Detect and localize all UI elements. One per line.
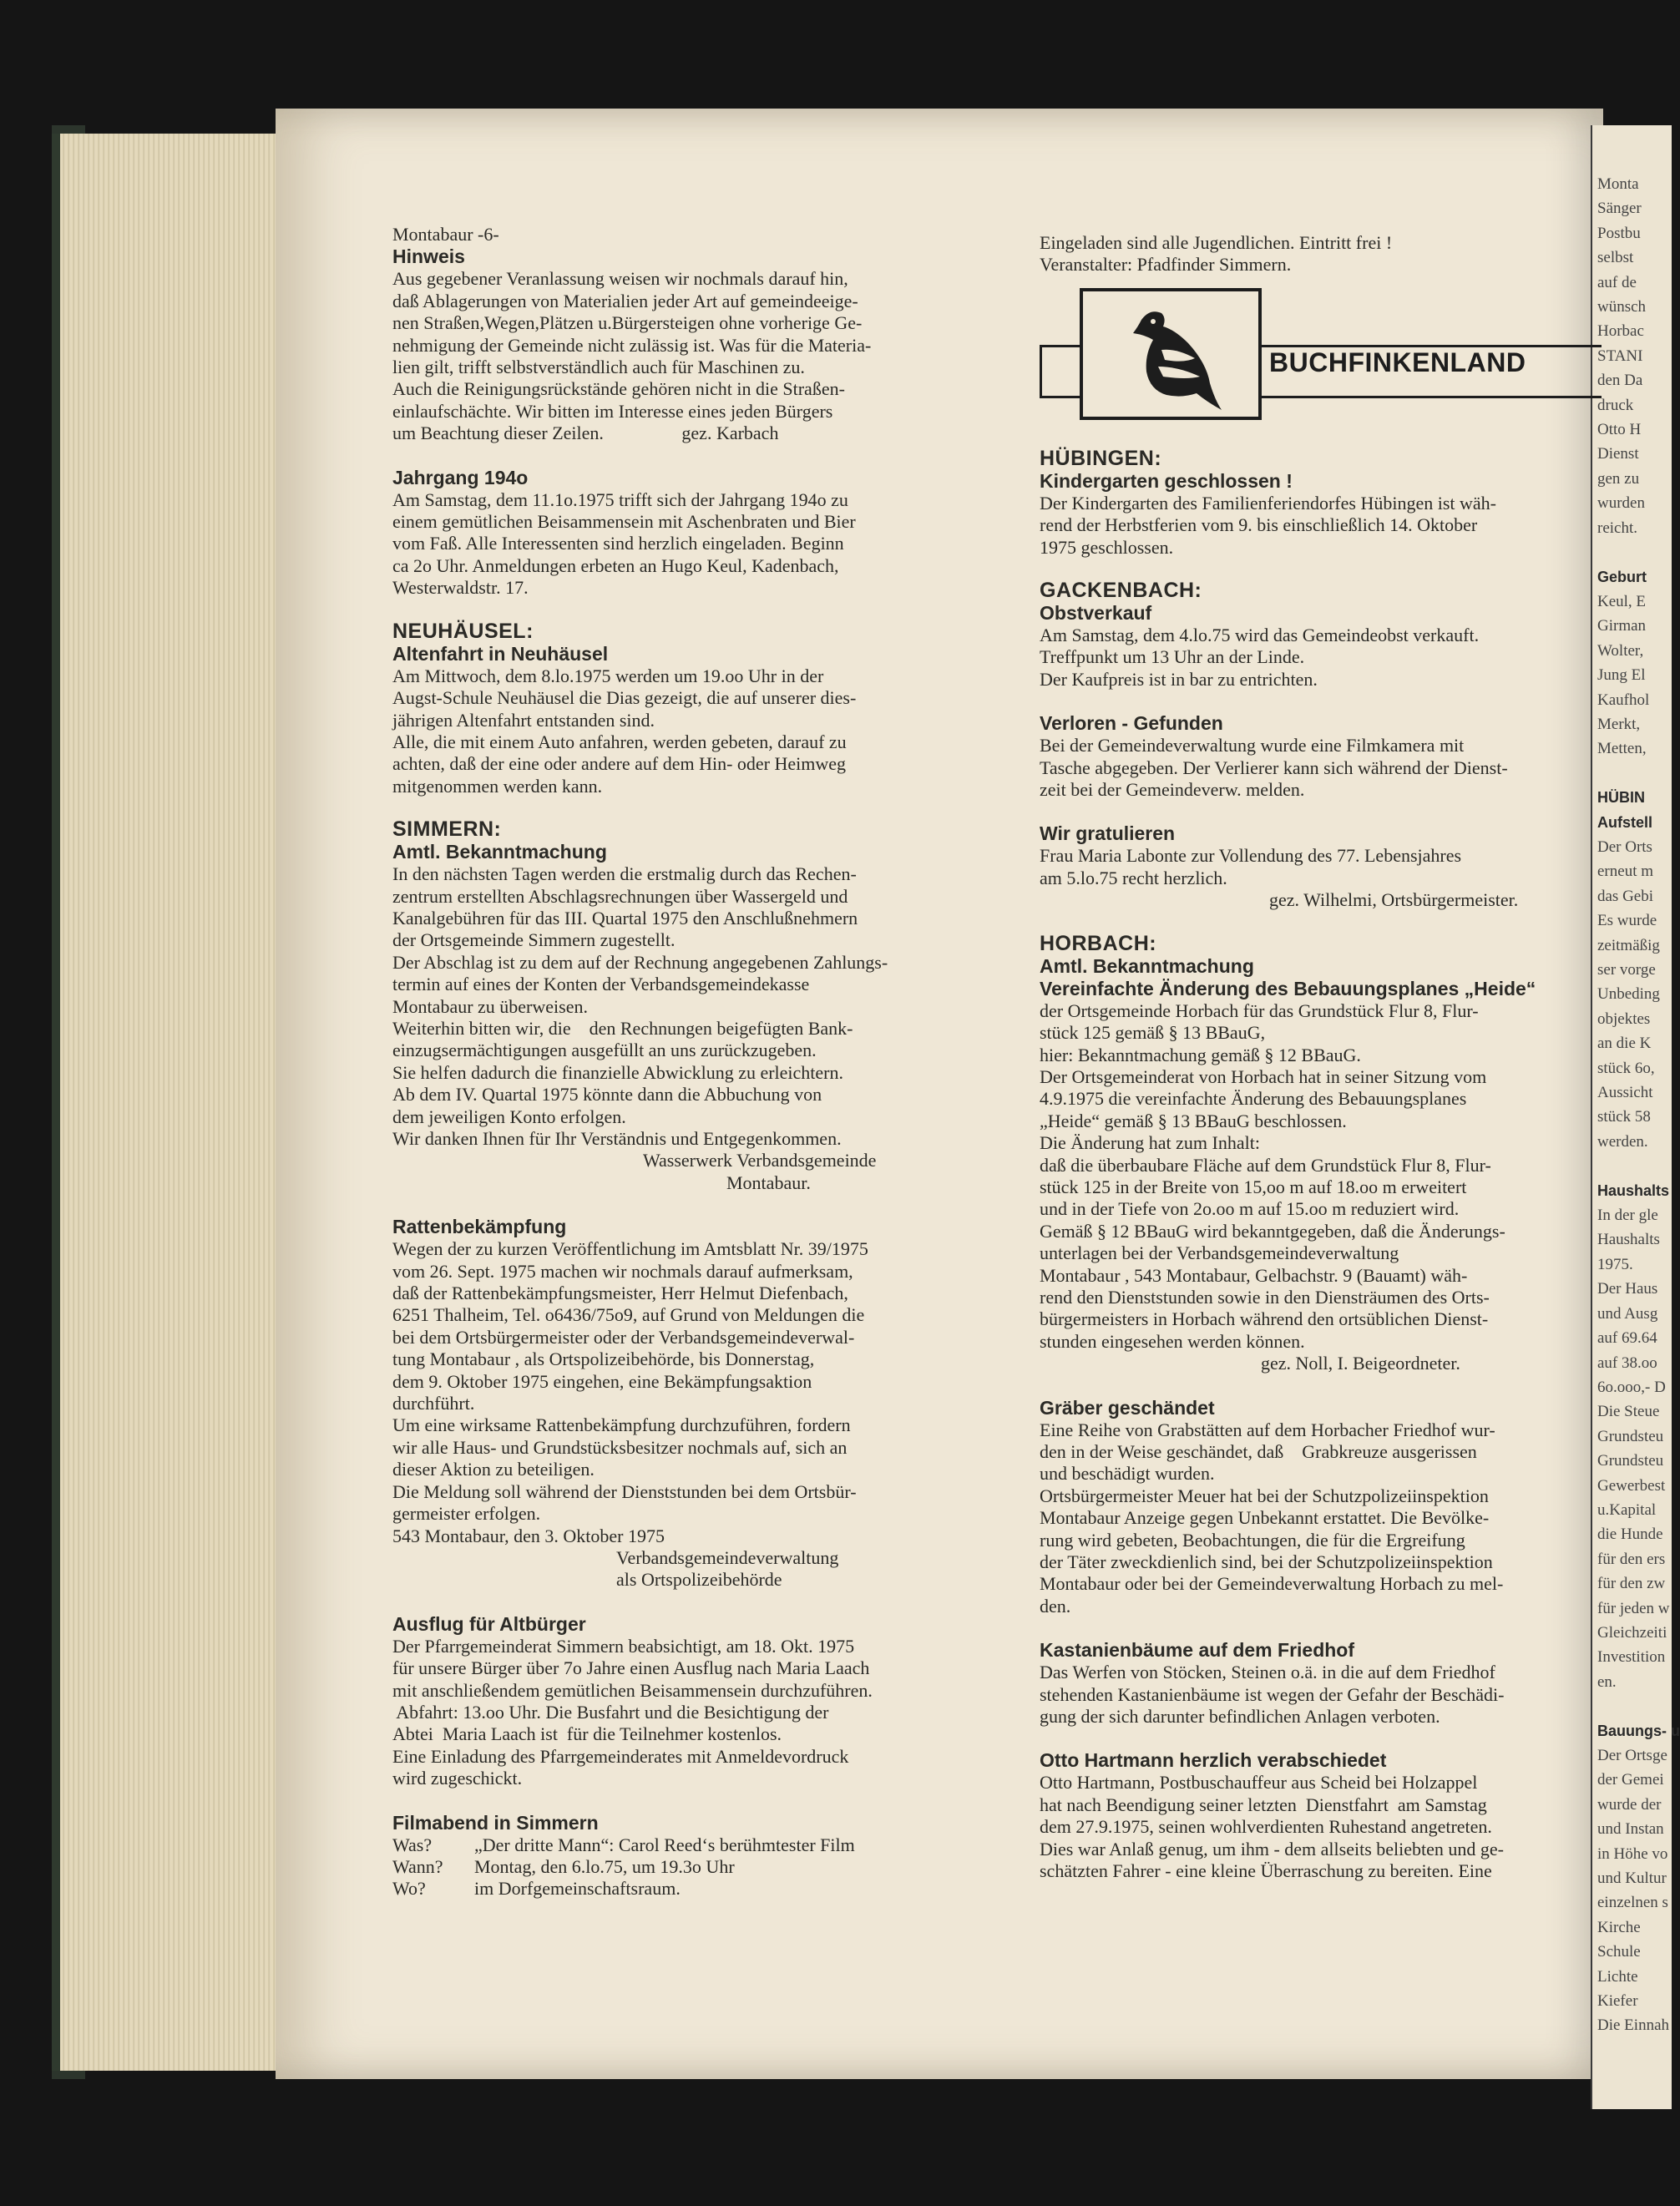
article-verloren [1040,712,1607,801]
text-line: Montabaur oder bei der Gemeindeverwaltung Horbach zu mel- [1040,1573,1504,1595]
fragment-line: Aufstell [1597,813,1653,831]
text-line: Kanalgebühren für das III. Quartal 1975 den Anschlußnehmern [392,907,858,928]
fragment-line: Merkt, [1597,715,1641,733]
text-line: mit anschließendem gemütlichen Beisammensein durchzuführen. [392,1679,873,1701]
article-title: Amtl. Bekanntmachung [1040,954,1254,977]
fragment-line: auf 69.64 [1597,1329,1657,1348]
fragment-line: für jeden w [1597,1599,1670,1617]
article-body [392,665,1010,797]
fragment-line: Aussicht [1597,1084,1653,1102]
article-title: Wir gratulieren [1040,822,1176,845]
fragment-line: Grundsteu [1597,1427,1664,1445]
film-row-wo [392,1878,1010,1900]
fragment-line: objektes [1597,1009,1651,1028]
text-line: Montabaur , 543 Montabaur, Gelbachstr. 9 (Bauamt) wäh- [1040,1264,1468,1286]
fragment-line: Bauungs- u [1597,1722,1680,1739]
text-line: dieser Aktion zu beteiligen. [392,1459,595,1480]
text-line: und in der Tiefe von 2o.oo m auf 15.oo m reduziert wird. [1040,1198,1460,1220]
text-line: achten, daß der eine oder andere auf dem Hin- oder Heimweg [392,753,847,775]
place-heading: HORBACH: [1040,931,1157,955]
text-line: stück 125 in der Breite von 15,oo m auf 18.oo m erweitert [1040,1176,1467,1197]
text-line: Montabaur zu überweisen. [392,995,588,1017]
article-title: Filmabend in Simmern [392,1811,599,1834]
article-neuhaeusel [392,620,1010,797]
fragment-line: Gewerbest [1597,1476,1666,1495]
fragment-line: stück 58 [1597,1108,1651,1126]
fragment-line: reicht. [1597,519,1638,537]
fragment-line: Geburt [1597,568,1647,585]
article-hartmann [1040,1749,1607,1882]
article-title: Obstverkauf [1040,602,1152,625]
text-line: lien gilt, trifft selbstverständlich auch für Maschinen zu. [392,357,805,378]
article-title: Amtl. Bekanntmachung [392,841,607,863]
article-title: Hinweis [392,245,465,268]
fragment-line: den Da [1597,372,1643,390]
article-hinweis [392,245,1010,444]
text-line: schätzten Fahrer - eine kleine Überraschung zu bereiten. Eine [1040,1860,1492,1882]
fragment-line: und Instan [1597,1820,1664,1839]
article-title: Otto Hartmann herzlich verabschiedet [1040,1749,1387,1772]
signature: gez. Noll, I. Beigeordneter. [1261,1353,1460,1374]
article-kastanien [1040,1639,1607,1728]
article-title: Jahrgang 194o [392,466,529,488]
fragment-line: an die K [1597,1035,1652,1053]
logo-text: BUCHFINKENLAND [1269,347,1526,377]
fragment-line: Die Steue [1597,1403,1660,1421]
text-line: dem 9. Oktober 1975 eingehen, eine Bekämpfungsaktion [392,1370,812,1392]
fragment-line: auf 38.oo [1597,1353,1657,1372]
fragment-line: Postbu [1597,224,1641,242]
text-line: gung der sich darunter befindlichen Anlagen verboten. [1040,1706,1440,1728]
text-line: Westerwaldstr. 17. [392,577,529,599]
text-line: stunden eingesehen werden können. [1040,1330,1305,1352]
fragment-line: Sänger [1597,200,1642,218]
row-key: Was? [392,1834,433,1855]
fragment-line: Wolter, [1597,641,1644,660]
text-line: Ab dem IV. Quartal 1975 könnte dann die Abbuchung von [392,1084,822,1106]
text-line: Der Kaufpreis ist in bar zu entrichten. [1040,668,1318,690]
bird-icon [1116,296,1225,413]
text-line: Wegen der zu kurzen Veröffentlichung im Amtsblatt Nr. 39/1975 [392,1238,868,1260]
buchfinkenland-logo [1040,288,1599,413]
fragment-line: Kirche [1597,1918,1641,1936]
text-line: daß der Rattenbekämpfungsmeister, Herr Helmut Diefenbach, [392,1283,848,1304]
text-line: nehmigung der Gemeinde nicht zulässig ist. Was für die Materia- [392,334,872,356]
row-key: Wann? [392,1855,443,1877]
text-line: Weiterhin bitten wir, die den Rechnungen beigefügten Bank- [392,1017,853,1039]
text-line: jährigen Altenfahrt entstanden sind. [392,709,655,731]
text-line: bei dem Ortsbürgermeister oder der Verbandsgemeindeverwal- [392,1326,855,1348]
text-line: Eingeladen sind alle Jugendlichen. Eintritt frei ! [1040,232,1393,253]
fragment-line: ser vorge [1597,961,1656,979]
fragment-line: Dienst [1597,445,1639,463]
fragment-line: druck [1597,396,1634,414]
article-title: Ausflug für Altbürger [392,1612,586,1635]
fragment-line: der Gemei [1597,1771,1664,1789]
text-line: Alle, die mit einem Auto anfahren, werden gebeten, darauf zu [392,731,847,752]
fragment-line: Schule [1597,1943,1641,1961]
fragment-line: Haushalts [1597,1231,1660,1249]
text-line: stehenden Kastanienbäume ist wegen der Gefahr der Beschädi- [1040,1683,1505,1705]
article-body [1040,493,1607,559]
article-title: Kindergarten geschlossen ! [1040,469,1293,492]
row-value: „Der dritte Mann“: Carol Reed‘s berühmtester Film [474,1834,855,1855]
text-line: wird zugeschickt. [392,1768,523,1789]
text-line: den. [1040,1595,1071,1617]
fragment-line: Es wurde [1597,912,1657,930]
article-body [392,1238,1010,1547]
fragment-line: zeitmäßig [1597,936,1660,954]
article-huebingen [1040,447,1607,559]
text-line: Tasche abgegeben. Der Verlierer kann sich während der Dienst- [1040,756,1508,778]
fragment-line: wünsch [1597,298,1647,316]
fragment-line: Girman [1597,617,1647,635]
signature: Verbandsgemeindeverwaltung [616,1546,839,1568]
fragment-line: das Gebi [1597,887,1654,905]
fragment-line: und Kultur [1597,1870,1667,1888]
text-line: um Beachtung dieser Zeilen. gez. Karbach [392,422,779,444]
text-line: termin auf eines der Konten der Verbandsgemeindekasse [392,974,810,995]
text-line: Veranstalter: Pfadfinder Simmern. [1040,254,1292,276]
article-body [1040,1000,1607,1353]
article-rattenbekaempfung [392,1216,1010,1591]
place-heading: NEUHÄUSEL: [392,619,534,643]
article-filmabend [392,1812,1010,1900]
fragment-line: gen zu [1597,469,1640,488]
text-line: stück 125 gemäß § 13 BBauG, [1040,1022,1266,1044]
text-line: „Heide“ gemäß § 13 BBauG beschlossen. [1040,1110,1347,1131]
text-line: Dies war Anlaß genug, um ihm - dem allseits beliebten und ge- [1040,1838,1504,1859]
text-line: Der Abschlag ist zu dem auf der Rechnung angegebenen Zahlungs- [392,951,888,973]
fragment-line: Lichte [1597,1967,1638,1986]
text-line: Abtei Maria Laach ist für die Teilnehmer kostenlos. [392,1723,782,1745]
fragment-line: HÜBIN [1597,789,1645,807]
text-line: der Ortsgemeinde Simmern zugestellt. [392,929,676,951]
text-line: Das Werfen von Stöcken, Steinen o.ä. in die auf dem Friedhof [1040,1662,1495,1683]
article-horbach [1040,932,1607,1375]
text-line: Auch die Reinigungsrückstände gehören nicht in die Straßen- [392,378,845,400]
text-line: Aus gegebener Veranlassung weisen wir nochmals darauf hin, [392,268,848,290]
text-line: Wir danken Ihnen für Ihr Verständnis und Entgegenkommen. [392,1128,842,1149]
fragment-line: für den ers [1597,1550,1666,1568]
text-line: Eine Einladung des Pfarrgemeinderates mit Anmeldevordruck [392,1745,849,1767]
fragment-line: Investition [1597,1648,1666,1667]
text-line: 6251 Thalheim, Tel. o6436/75o9, auf Grund von Meldungen die [392,1304,865,1326]
article-title: Gräber geschändet [1040,1396,1215,1419]
text-line: Am Samstag, dem 4.lo.75 wird das Gemeindeobst verkauft. [1040,625,1480,646]
text-line: dem 27.9.1975, seinen wohlverdienten Ruhestand angetreten. [1040,1816,1492,1838]
text-line: bürgermeisters in Horbach während den ortsüblichen Dienst- [1040,1308,1489,1330]
text-line: Eine Reihe von Grabstätten auf dem Horbacher Friedhof wur- [1040,1419,1495,1440]
text-line: am 5.lo.75 recht herzlich. [1040,867,1227,888]
text-line: Der Kindergarten des Familienferiendorfes Hübingen ist wäh- [1040,492,1496,514]
article-title: Altenfahrt in Neuhäusel [392,642,609,665]
text-line: Sie helfen dadurch die finanzielle Abwicklung zu erleichtern. [392,1061,844,1083]
fragment-line: en. [1597,1672,1617,1691]
signature: Montabaur. [726,1171,811,1193]
fragment-line: Die Einnah [1597,2016,1670,2035]
text-line: 4.9.1975 die vereinfachte Änderung des Bebauungsplanes [1040,1088,1467,1110]
article-body [1040,1772,1607,1882]
place-heading: SIMMERN: [392,817,502,842]
fragment-line: Metten, [1597,740,1647,758]
fragment-line: Kaufhol [1597,691,1650,709]
film-row-was [392,1834,1010,1856]
row-value: Montag, den 6.lo.75, um 19.3o Uhr [474,1855,735,1877]
text-line: rend der Herbstferien vom 9. bis einschließlich 14. Oktober [1040,514,1478,536]
article-body [1040,1662,1607,1728]
fragment-line: Horbac [1597,322,1644,341]
article-body [1040,1419,1607,1618]
fragment-line: u.Kapital [1597,1500,1657,1519]
text-line: wir alle Haus- und Grundstücksbesitzer nochmals auf, sich an [392,1436,848,1458]
fragment-line: stück 6o, [1597,1059,1655,1077]
text-line: ca 2o Uhr. Anmeldungen erbeten an Hugo Keul, Kadenbach, [392,554,839,576]
text-line: den in der Weise geschändet, daß Grabkreuze ausgerissen [1040,1441,1477,1462]
text-line: Abfahrt: 13.oo Uhr. Die Busfahrt und die Besichtigung der [392,1701,829,1723]
row-value: im Dorfgemeinschaftsraum. [474,1878,681,1900]
article-body [392,489,1010,600]
text-line: Um eine wirksame Rattenbekämpfung durchzuführen, fordern [392,1414,851,1436]
row-key: Wo? [392,1878,426,1900]
text-line: Die Meldung soll während der Dienststunden bei dem Ortsbür- [392,1480,857,1502]
text-line: daß die überbaubare Fläche auf dem Grundstück Flur 8, Flur- [1040,1154,1491,1176]
article-body [392,863,1010,1150]
signature: als Ortspolizeibehörde [616,1569,782,1591]
article-body [1040,625,1607,691]
right-column [1040,232,1607,1883]
text-line: Ortsbürgermeister Meuer hat bei der Schutzpolizeiinspektion [1040,1485,1489,1506]
fragment-line: Gleichzeiti [1597,1623,1667,1642]
fragment-line: STANI [1597,347,1643,365]
fragment-line: werden. [1597,1132,1648,1151]
text-line: 543 Montabaur, den 3. Oktober 1975 [392,1525,665,1546]
text-line: einzugsermächtigungen ausgefüllt an uns zurückzugeben. [392,1040,817,1061]
article-title: Kastanienbäume auf dem Friedhof [1040,1639,1355,1662]
article-jahrgang [392,467,1010,600]
text-line: zentrum erstellten Abschlagsrechnungen über Wassergeld und [392,885,848,907]
logo-box [1080,288,1262,420]
text-line: tung Montabaur , als Ortspolizeibehörde, bis Donnerstag, [392,1348,815,1370]
signature: Wasserwerk Verbandsgemeinde [643,1150,877,1171]
text-line: durchführt. [392,1393,475,1414]
article-graeber [1040,1397,1607,1618]
article-body [392,1636,1010,1790]
text-line: daß Ablagerungen von Materialien jeder Art auf gemeindeeige- [392,290,858,311]
text-line: Die Änderung hat zum Inhalt: [1040,1132,1260,1154]
fragment-line: wurden [1597,494,1645,513]
fragment-line: Grundsteu [1597,1452,1664,1470]
text-line: unterlagen bei der Verbandsgemeindeverwaltung [1040,1242,1399,1264]
text-line: vom 26. Sept. 1975 machen wir nochmals darauf aufmerksam, [392,1260,853,1282]
fragment-line: auf de [1597,273,1637,291]
text-line: hier: Bekanntmachung gemäß § 12 BBauG. [1040,1044,1361,1065]
fragment-line: Keul, E [1597,592,1647,610]
text-line: einem gemütlichen Beisammensein mit Aschenbraten und Bier [392,511,856,533]
article-ausflug [392,1613,1010,1790]
article-title: Rattenbekämpfung [392,1216,567,1238]
article-simmern [392,817,1010,1194]
text-line: und beschädigt wurden. [1040,1463,1215,1485]
fragment-line: einzelnen s [1597,1894,1668,1912]
text-line: Augst-Schule Neuhäusel die Dias gezeigt, die auf unserer dies- [392,687,857,709]
text-line: Otto Hartmann, Postbuschauffeur aus Scheid bei Holzappel [1040,1772,1478,1794]
page-stack-edge [52,134,311,2071]
text-line: 1975 geschlossen. [1040,536,1174,558]
text-line: germeister erfolgen. [392,1503,541,1525]
text-line: Bei der Gemeindeverwaltung wurde eine Filmkamera mit [1040,735,1465,756]
text-line: Treffpunkt um 13 Uhr an der Linde. [1040,646,1305,668]
text-line: Am Mittwoch, dem 8.lo.1975 werden um 19.oo Uhr in der [392,665,824,686]
fragment-line: Otto H [1597,421,1642,439]
article-subtitle: Vereinfachte Änderung des Bebauungsplanes „Heide“ [1040,977,1536,999]
text-line: Am Samstag, dem 11.1o.1975 trifft sich der Jahrgang 194o zu [392,488,848,510]
text-line: der Ortsgemeinde Horbach für das Grundstück Flur 8, Flur- [1040,999,1479,1021]
intro-text [1040,232,1607,276]
fragment-line: In der gle [1597,1207,1658,1225]
fragment-line: in Höhe vo [1597,1844,1668,1863]
article-body [1040,845,1607,889]
fragment-line: wurde der [1597,1795,1662,1814]
text-line: dem jeweiligen Konto erfolgen. [392,1106,626,1127]
text-line: der Täter zweckdienlich sind, bei der Schutzpolizeiinspektion [1040,1551,1493,1573]
text-line: für unsere Bürger über 7o Jahre einen Ausflug nach Maria Laach [392,1657,870,1679]
fragment-line: Der Ortsge [1597,1747,1667,1764]
article-gackenbach [1040,579,1607,691]
text-line: vom Faß. Alle Interessenten sind herzlich eingeladen. Beginn [392,533,844,554]
film-row-wann [392,1856,1010,1878]
text-line: Montabaur Anzeige gegen Unbekannt erstattet. Die Bevölke- [1040,1507,1490,1529]
signature: gez. Wilhelmi, Ortsbürgermeister. [1269,889,1519,911]
text-line: hat nach Beendigung seiner letzten Dienstfahrt am Samstag [1040,1794,1487,1815]
text-line: Gemäß § 12 BBauG wird bekanntgegeben, daß die Änderungs- [1040,1220,1505,1242]
fragment-line: Der Orts [1597,837,1652,856]
text-line: rung wird gebeten, Beobachtungen, die für die Ergreifung [1040,1529,1465,1551]
fragment-line: Kiefer [1597,1992,1638,2011]
fragment-line: Haushalts [1597,1181,1670,1199]
text-line: Der Pfarrgemeinderat Simmern beabsichtigt, am 18. Okt. 1975 [392,1635,855,1657]
text-line: mitgenommen werden kann. [392,775,603,797]
article-body [1040,735,1607,801]
text-line: Der Ortsgemeinderat von Horbach hat in seiner Sitzung vom [1040,1065,1487,1087]
left-column [392,224,1010,1900]
fragment-line: Jung El [1597,666,1646,685]
place-heading: GACKENBACH: [1040,579,1202,603]
fragment-line: die Hunde [1597,1525,1663,1544]
fragment-line: selbst [1597,249,1634,267]
article-title: Verloren - Gefunden [1040,712,1223,735]
text-line: In den nächsten Tagen werden die erstmalig durch das Rechen- [392,863,857,885]
text-line: rend den Dienststunden sowie in den Diensträumen des Orts- [1040,1286,1490,1308]
page-header: Montabaur -6- [392,224,499,245]
fragment-line: und Ausg [1597,1304,1658,1323]
fragment-line: Monta [1597,175,1639,193]
text-line: zeit bei der Gemeindeverw. melden. [1040,779,1305,801]
fragment-line: 1975. [1597,1255,1633,1273]
fragment-line: Der Haus [1597,1280,1658,1298]
text-line: einlaufschächte. Wir bitten im Interesse eines jeden Bürgers [392,400,833,422]
place-heading: HÜBINGEN: [1040,446,1162,470]
fragment-line: erneut m [1597,863,1654,881]
article-gratulieren [1040,822,1607,911]
text-line: nen Straßen,Wegen,Plätzen u.Bürgersteigen ohne vorherige Ge- [392,312,863,334]
fragment-line: Unbeding [1597,985,1660,1004]
article-body [392,268,1010,444]
fragment-line: für den zw [1597,1575,1666,1593]
text-line: Frau Maria Labonte zur Vollendung des 77. Lebensjahres [1040,845,1462,867]
fragment-line: 6o.ooo,- D [1597,1378,1666,1396]
